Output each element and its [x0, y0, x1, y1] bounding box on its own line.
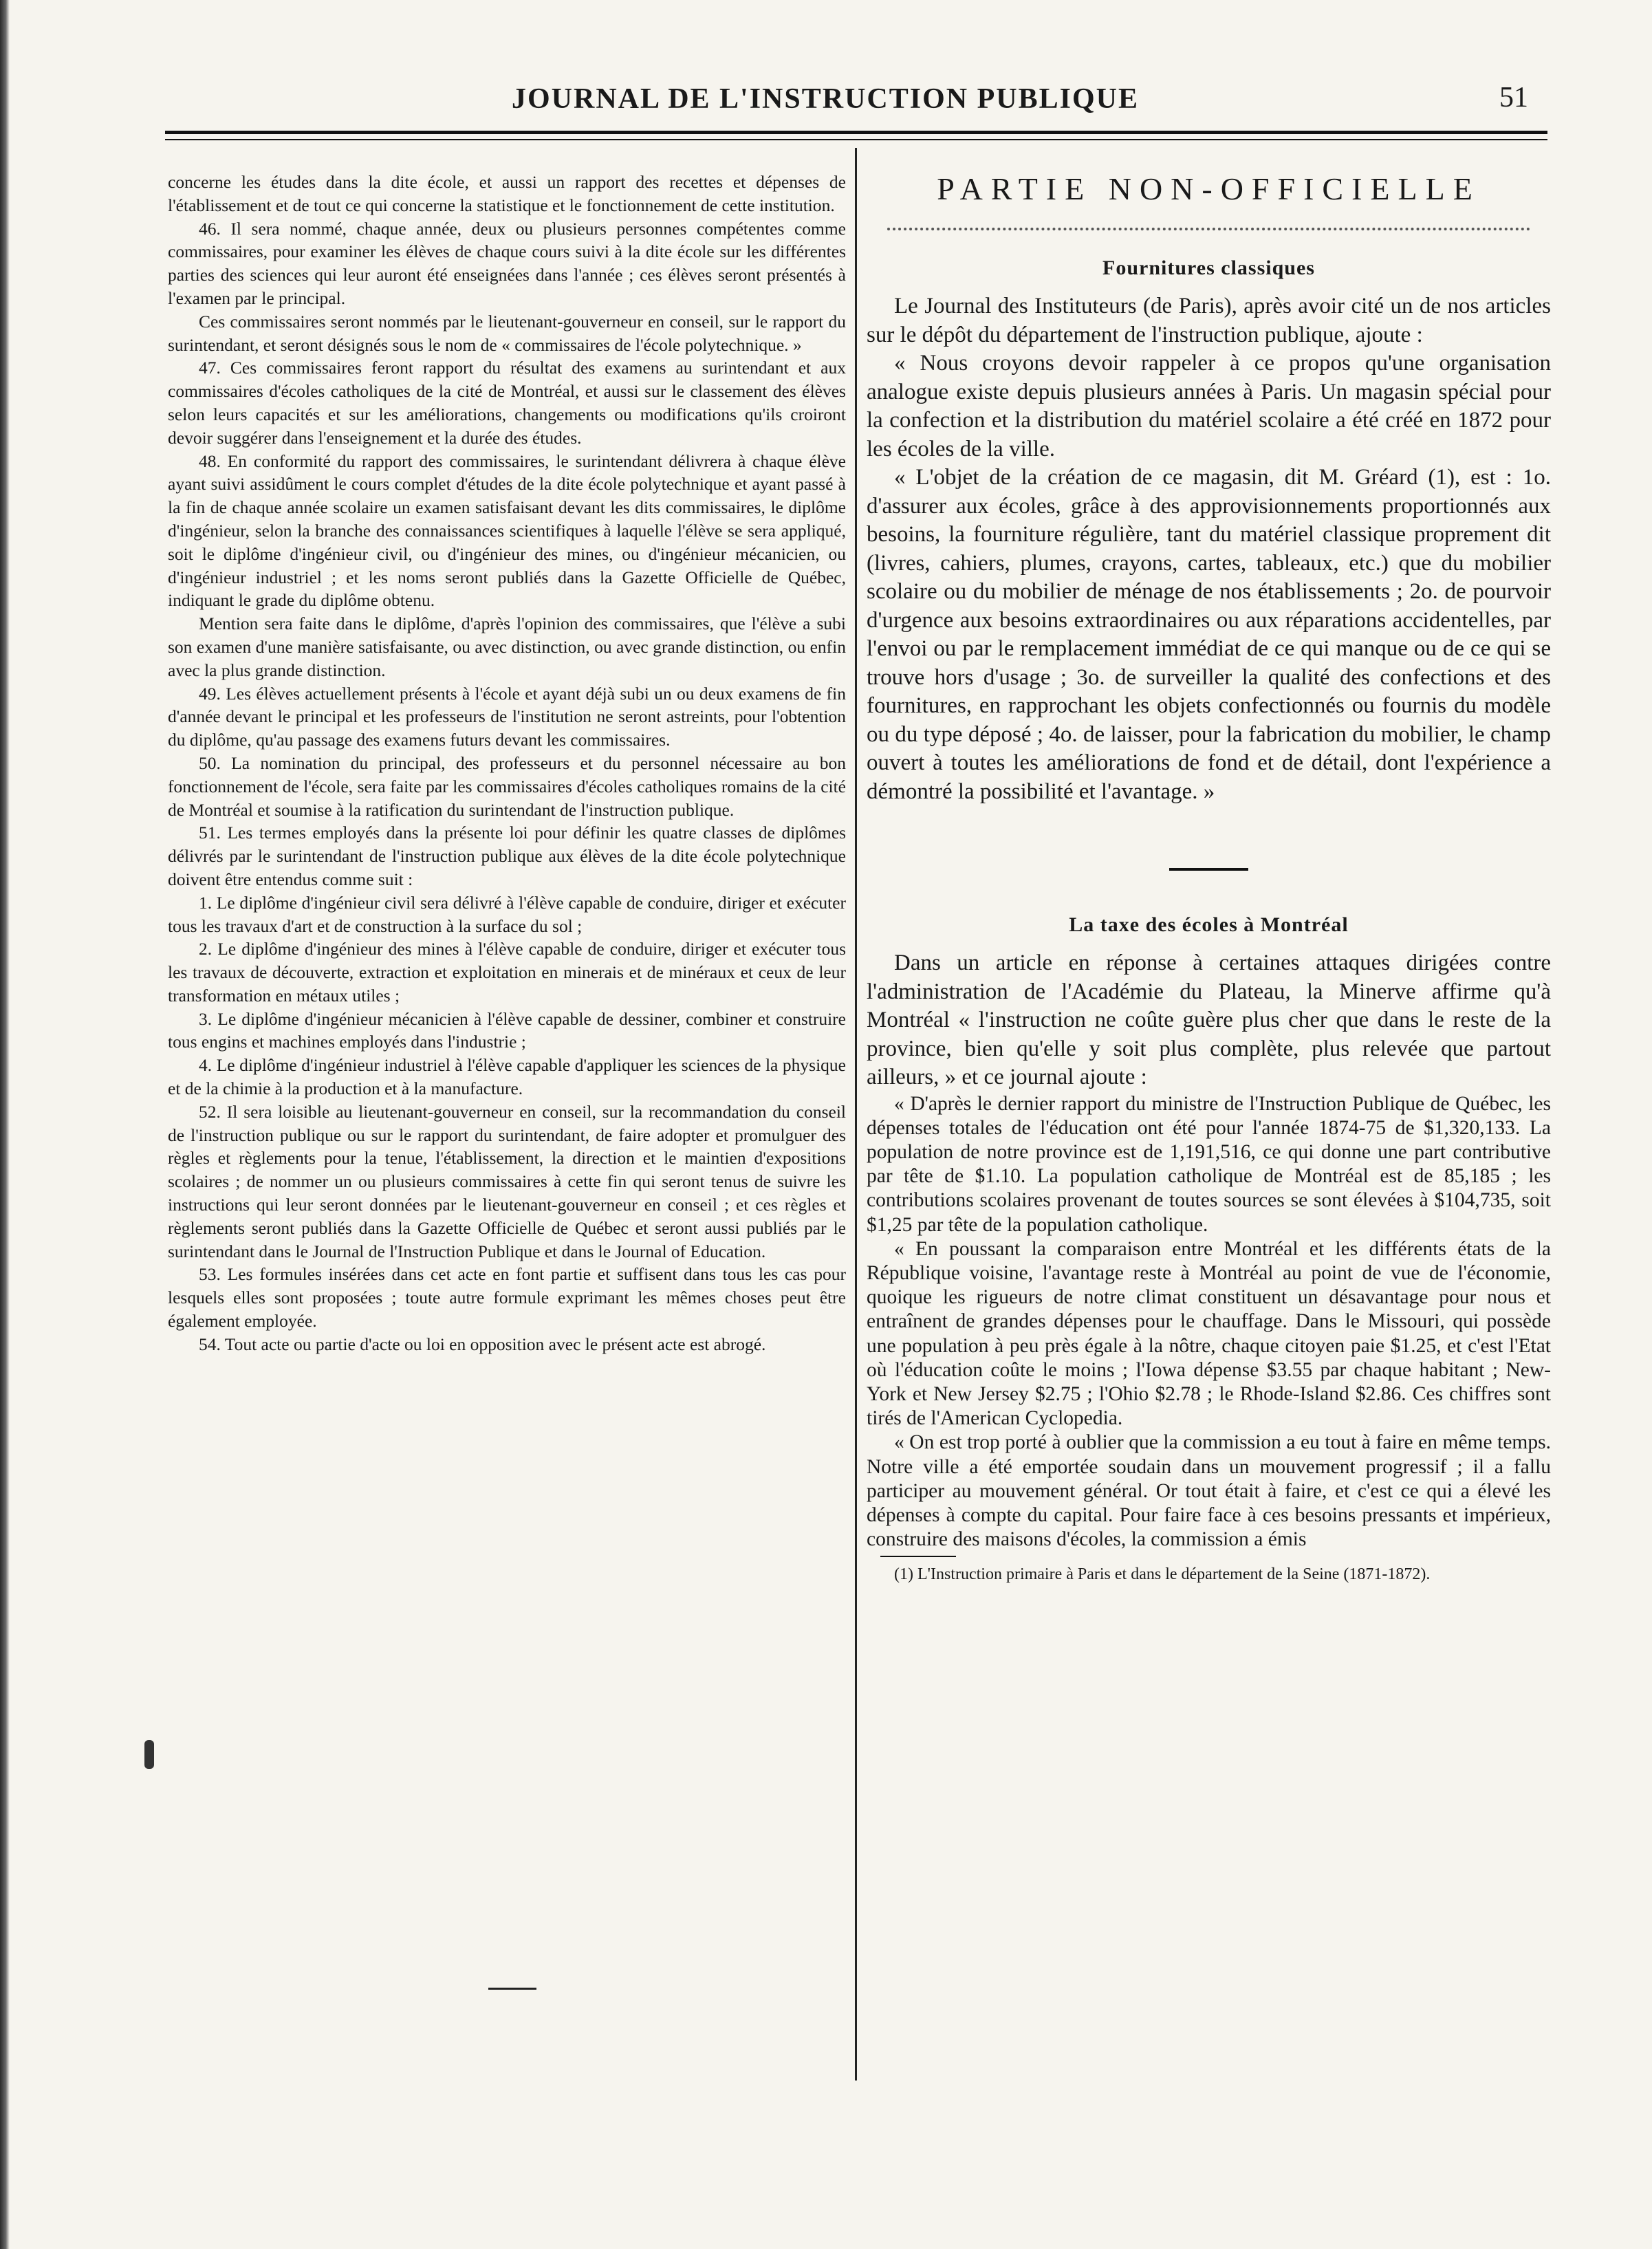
left-paragraph: 51. Les termes employés dans la présente loi pour définir les quatre classes de diplômes délivrés par le surintendant de l'instruction publique aux élèves de la dite école polytechnique doivent être entendus comme suit :	[168, 823, 846, 889]
left-paragraph: 1. Le diplôme d'ingénieur civil sera délivré à l'élève capable de conduire, diriger et exécuter tous les travaux d'art et de construction à la surface du sol ;	[168, 892, 846, 936]
section-title: PARTIE NON-OFFICIELLE	[937, 171, 1481, 206]
left-paragraph: Mention sera faite dans le diplôme, d'après l'opinion des commissaires, que l'élève a subi son examen d'une manière satisfaisante, ou avec distinction, ou avec grande distinction, ou enfin avec la plus grande distinction.	[168, 613, 846, 680]
quoted-paragraph: « On est trop porté à oublier que la commission a eu tout à faire en même temps. Notre ville a été emportée soudain dans un mouvement progressif ; il a fallu participer au mouvement général. Or tout était à faire, et c'est ce qui a élevé les dépenses à compte du capital. Pour faire face à ces besoins pressants et impérieux, construire des maisons d'écoles, la commission a émis	[867, 1431, 1551, 1551]
page-number: 51	[1499, 82, 1528, 113]
left-paragraph: 48. En conformité du rapport des commissaires, le surintendant délivrera à chaque élève ayant suivi assidûment le cours complet d'études de la dite école polytechnique et ayant passé à la fin de chaque année scolaire un examen satisfaisant devant les dits commissaires, le diplôme d'ingénieur, selon la branche des connaissances scientifiques à laquelle l'élève se sera appliqué, soit le diplôme d'ingénieur civil, ou d'ingénieur des mines, ou d'ingénieur mécanicien, ou d'ingénieur industriel ; et les noms seront publiés dans la Gazette Officielle de Québec, indiquant le grade du diplôme obtenu.	[168, 450, 846, 611]
left-paragraph: 54. Tout acte ou partie d'acte ou loi en opposition avec le présent acte est abrogé.	[199, 1334, 766, 1354]
left-paragraph: 3. Le diplôme d'ingénieur mécanicien à l'élève capable de dessiner, combiner et construire tous engins et machines employés dans l'industrie ;	[168, 1008, 846, 1052]
left-paragraph: Ces commissaires seront nommés par le lieutenant-gouverneur en conseil, sur le rapport du surintendant, et seront désignés sous le nom de « commissaires de l'école polytechnique. »	[168, 311, 846, 355]
right-column	[867, 171, 1551, 1585]
article-title: La taxe des écoles à Montréal	[1069, 913, 1349, 936]
quoted-paragraph: « En poussant la comparaison entre Montréal et les différents états de la République voisine, l'avantage reste à Montréal au point de vue de l'économie, quoique les rigueurs de notre climat constituent un désavantage pour nous et entraînent de grandes dépenses pour le chauffage. Dans le Missouri, qui possède une population à peu près égale à la nôtre, chaque citoyen paie $1.25, et c'est l'Etat où l'éducation coûte le moins ; l'Iowa dépense $3.55 par chaque habitant ; New-York et New Jersey $2.75 ; l'Ohio $2.78 ; le Rhode-Island $2.86. Ces chiffres sont tirés de l'American Cyclopedia.	[867, 1237, 1551, 1430]
left-paragraph: concerne les études dans la dite école, et aussi un rapport des recettes et dépenses de l'établissement et de tout ce qui concerne la statistique et le fonctionnement de cette institution.	[168, 172, 846, 215]
scan-speck	[144, 1740, 154, 1769]
left-column	[168, 171, 846, 1356]
article-title: Fournitures classiques	[1102, 257, 1315, 279]
column-divider	[855, 148, 857, 2080]
footnote-rule	[880, 1556, 956, 1557]
left-paragraph: 4. Le diplôme d'ingénieur industriel à l'élève capable d'appliquer les sciences de la physique et de la chimie à la production et à la manufacture.	[168, 1055, 846, 1099]
article-separator	[1169, 868, 1248, 871]
header-rule-thick	[165, 131, 1547, 134]
journal-title: JOURNAL DE L'INSTRUCTION PUBLIQUE	[512, 83, 1139, 115]
left-paragraph: 47. Ces commissaires feront rapport du résultat des examens au surintendant et aux commissaires d'écoles catholiques de la cité de Montréal, et aussi sur le classement des élèves selon leurs capacités et sur les améliorations, changements ou modifications qu'ils croiront devoir suggérer dans l'enseignement et la durée des études.	[168, 358, 846, 448]
footnote: (1) L'Instruction primaire à Paris et dans le département de la Seine (1871-1872).	[894, 1565, 1431, 1584]
article-paragraph: « L'objet de la création de ce magasin, dit M. Gréard (1), est : 1o. d'assurer aux écoles, grâce à des approvisionnements proportionnés aux besoins, la fourniture régulière, tant du matériel classique proprement dit (livres, cahiers, plumes, crayons, cartes, tableaux, etc.) que du mobilier scolaire ou du mobilier de ménage de nos établissements ; 2o. de pourvoir d'urgence aux besoins extraordinaires ou aux réparations accidentelles, par l'envoi ou par le remplacement immédiat de ce qui manque ou de ce qui se trouve hors d'usage ; 3o. de surveiller la qualité des confections et des fournitures, en rapprochant les objets confectionnés ou fournis du modèle ou du type déposé ; 4o. de laisser, pour la fabrication du mobilier, le champ ouvert à toutes les améliorations de fond et de détail, dont l'expérience a démontré la possibilité et l'avantage. »	[867, 465, 1551, 804]
left-paragraph: 50. La nomination du principal, des professeurs et du personnel nécessaire au bon fonctionnement de l'école, sera faite par les commissaires d'écoles catholiques romains de la cité de Montréal et soumise à la ratification du surintendant de l'instruction publique.	[168, 752, 846, 820]
left-paragraph: 46. Il sera nommé, chaque année, deux ou plusieurs personnes compétentes comme commissaires, pour examiner les élèves de chaque cours suivi à la dite école sur les différentes parties des sciences qui leur auront été enseignées dans l'année ; ces élèves seront présentés à l'examen par le principal.	[168, 218, 846, 308]
header-rule-thin	[165, 139, 1547, 140]
left-paragraph: 2. Le diplôme d'ingénieur des mines à l'élève capable de conduire, diriger et exécuter tous les travaux de découverte, extraction et exploitation en minerais et de minéraux et ceux de leur transformation en métaux utiles ;	[168, 939, 846, 1006]
article-paragraph: Dans un article en réponse à certaines attaques dirigées contre l'administration de l'Académie du Plateau, la Minerve affirme qu'à Montréal « l'instruction ne coûte guère plus cher que dans le reste de la province, bien qu'elle y soit plus complète, plus relevée que partout ailleurs, » et ce journal ajoute :	[867, 950, 1551, 1089]
scanned-page-edge	[0, 0, 10, 2249]
left-paragraph: 49. Les élèves actuellement présents à l'école et ayant déjà subi un ou deux examens de fin d'année devant le principal et les professeurs de l'institution ne seront astreints, pour l'obtention du diplôme, qu'au passage des examens futurs devant les commissaires.	[168, 683, 846, 750]
section-dotted-rule	[887, 228, 1530, 230]
quoted-paragraph: « D'après le dernier rapport du ministre de l'Instruction Publique de Québec, les dépenses totales de l'éducation ont été pour l'année 1874-75 de $1,320,133. La population de notre province est de 1,191,516, ce qui donne une part contributive par tête de $1.10. La population catholique de Montréal est de 85,185 ; les contributions scolaires provenant de toutes sources se sont élevées à $104,735, soit $1,25 par tête de la population catholique.	[867, 1092, 1551, 1236]
left-column-end-rule	[488, 1988, 536, 1990]
article-paragraph: Le Journal des Instituteurs (de Paris), après avoir cité un de nos articles sur le dépôt du département de l'instruction publique, ajoute :	[867, 294, 1551, 347]
left-paragraph: 52. Il sera loisible au lieutenant-gouverneur en conseil, sur la recommandation du conseil de l'instruction publique ou sur le rapport du surintendant, de faire adopter et promulguer des règles et règlements pour la tenue, l'établissement, la direction et le maintien d'expositions scolaires ; de nommer un ou plusieurs commissaires à cette fin qui seront tenus de suivre les instructions qui leur seront données par le lieutenant-gouverneur en conseil ; et ces règles et règlements seront publiés dans la Gazette Officielle de Québec et seront aussi publiés par le surintendant dans le Journal de l'Instruction Publique et dans le Journal of Education.	[168, 1101, 846, 1261]
article-paragraph: « Nous croyons devoir rappeler à ce propos qu'une organisation analogue existe depuis plusieurs années à Paris. Un magasin spécial pour la confection et la distribution du matériel scolaire a été créé en 1872 pour les écoles de la ville.	[867, 351, 1551, 461]
left-paragraph: 53. Les formules insérées dans cet acte en font partie et suffisent dans tous les cas pour lesquels elles sont proposées ; toute autre formule exprimant les mêmes choses peut être également employée.	[168, 1264, 846, 1332]
